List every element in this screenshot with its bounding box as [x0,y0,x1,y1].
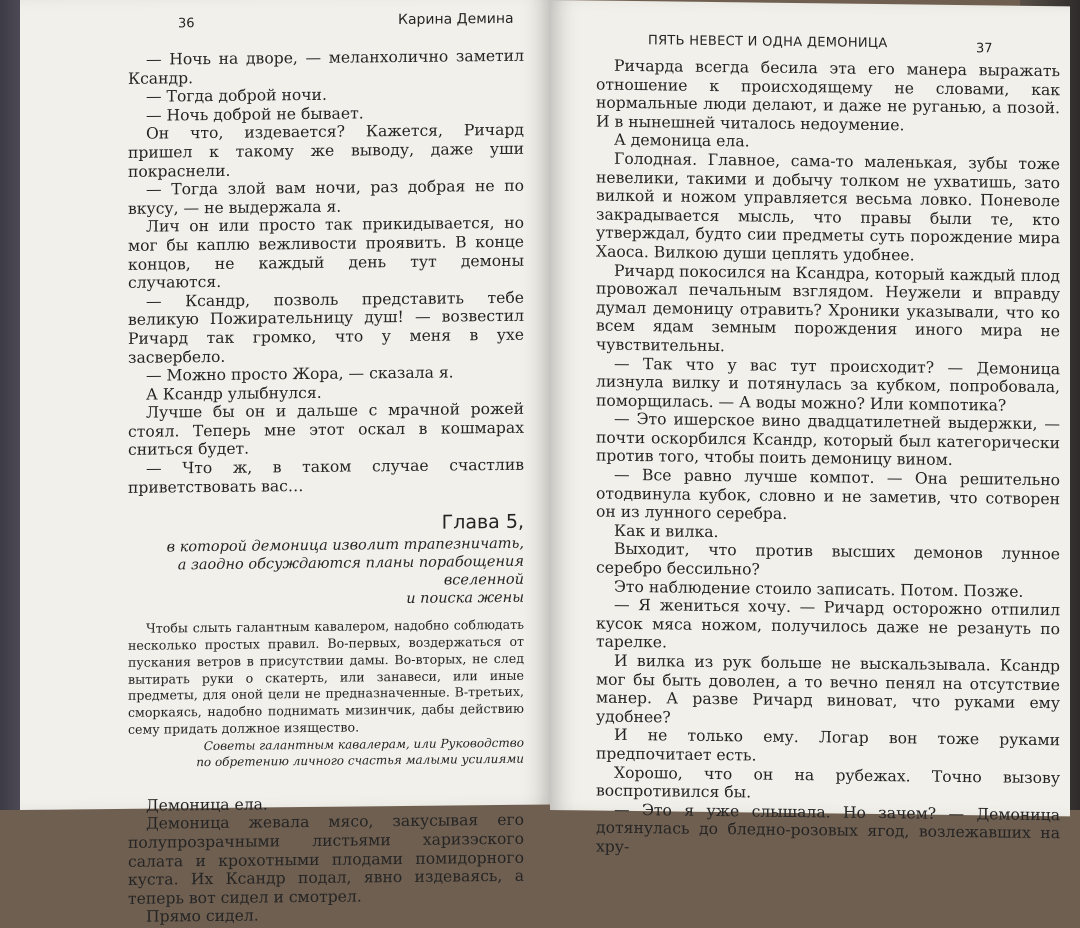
paragraph: А Ксандр улыбнулся. [146,383,322,404]
epigraph-source-line: Советы галантным кавалерам, или Руководство [203,735,524,753]
epigraph-source-line: по обретению личного счастья малыми усилиями [196,751,524,769]
right-page [550,0,1070,856]
left-page [20,0,550,927]
paragraph: Демоница жевала мясо, закусывая его полупрозрачными листьями харизэского салата и крохотными плодами помидорного куста. Их Ксандр подал, явно издеваясь, а теперь вот сидел и смотрел. [128,811,524,908]
chapter-subtitle-line: а заодно обсуждаются планы порабощения вселенной [177,553,524,589]
chapter-heading [128,511,524,611]
paragraph: Демоница ела. [146,795,268,815]
text-block-top [128,47,524,497]
paragraph: — Что ж, в таком случае счастлив приветствовать вас… [128,455,524,497]
paragraph: Ричарда всегда бесила эта его манера выражать отношение к происходящему не словами, как нормальные люди делают, и даже не руганью, а позой. И в нынешней читалось недоумение. [596,56,1060,135]
paragraph: — Ночь доброй не бывает. [146,104,364,125]
page-number: 36 [178,16,195,32]
paragraph: — Так что у вас тут происходит? — Демоница лизнула вилку и потянулась за кубком, попробовала, поморщилась. — А воды можно? Или компотика? [596,354,1060,415]
paragraph: Лич он или просто так прикидывается, но мог бы каплю вежливости проявить. В конце концов, не каждый день тут демоны случаются. [128,214,524,292]
paragraph: Голодная. Главное, сама-то маленькая, зубы тоже невелики, такими и добычу толком не ухватишь, зато вилкой и ножом управляется весьма ловко. Поневоле закрадывается мысль, что правы были те, кто утверждал, будто сии предметы суть порождение мира Хаоса. Вилкою души цеплять удобнее. [596,149,1060,265]
text-block [596,57,1060,862]
paragraph: — Все равно лучше компот. — Она решительно отодвинула кубок, словно и не заметив, что сотворен он из лунного серебра. [596,465,1060,524]
epigraph: Чтобы слыть галантным кавалером, надобно соблюдать несколько простых правил. Во-первых, воздержаться от пускания ветров в присутствии дамы. Во-вторых, не след вытирать руки о скатерть, или занавеси, или иные предметы, для оной цели не предназначенные. В-третьих, сморкаясь, надобно поднимать мизинчик, дабы действию сему придать должное изящество. [128,616,524,737]
running-head: Карина Демина [398,10,514,29]
paragraph: — Это я уже слышала. Но зачем? — Демоница дотянулась до бледно-розовых ягод, возлежавших на хру- [596,800,1060,856]
right-page-header [596,29,1060,63]
paragraph: — Я жениться хочу. — Ричард осторожно отпилил кусок мяса ножом, получилось даже не резануть по тарелке. [596,596,1060,652]
left-page-header [128,7,524,51]
paragraph: — Тогда злой вам ночи, раз добрая не по вкусу, — не выдержала я. [128,176,524,218]
running-head: ПЯТЬ НЕВЕСТ И ОДНА ДЕМОНИЦА [648,33,888,52]
paragraph: Прямо сидел. [146,906,259,927]
paragraph: — Это ишерское вино двадцатилетней выдержки, — почти оскорбился Ксандр, который был категорически против того, чтобы поить демоницу вином. [596,410,1060,470]
chapter-subtitle-line: и поиска жены [406,589,524,608]
paragraph: Выходит, что против высших демонов лунное серебро бессильно? [596,540,1060,579]
chapter-title: Глава 5, [441,510,524,534]
paragraph: — Тогда доброй ночи. [146,85,327,106]
paragraph: Ричард покосился на Ксандра, который каждый плод провожал печальным взглядом. Неужели и вправду думал демоницу отравить? Хроники указывали, что ко всем ядам земным порождения иного мира не чувствительны. [596,261,1060,356]
paragraph: Это наблюдение стоило записать. Потом. Позже. [614,577,1024,601]
paragraph: Лучше бы он и дальше с мрачной рожей стоял. Теперь мне этот оскал в кошмарах сниться будет. [128,400,524,460]
chapter-subtitle-line: в которой демоница изволит трапезничать, [166,535,524,556]
paragraph: И вилка из рук больше не выскальзывала. Ксандр мог бы быть доволен, а то вечно пенял на отсутствие манер. А разве Ричард виноват, что руками ему удобнее? [596,651,1060,727]
paragraph: — Ночь на дворе, — меланхолично заметил Ксандр. [128,46,524,88]
paragraph: А демоница ела. [614,131,750,151]
paragraph: И не только ему. Логар вон тоже руками предпочитает есть. [596,726,1060,765]
paragraph: Хорошо, что он на рубежах. Точно вызову воспротивился бы. [596,763,1060,802]
page-number: 37 [976,41,993,57]
text-block-bottom [128,793,524,927]
paragraph: — Можно просто Жора, — сказала я. [146,363,454,385]
paragraph: — Ксандр, позволь представить тебе великую Пожирательницу душ! — возвестил Ричард так громко, что у меня в ухе засвербело. [128,288,524,367]
paragraph: Он что, издевается? Кажется, Ричард пришел к такому же выводу, даже уши покраснели. [128,121,524,181]
paragraph: Как и вилка. [614,521,719,541]
